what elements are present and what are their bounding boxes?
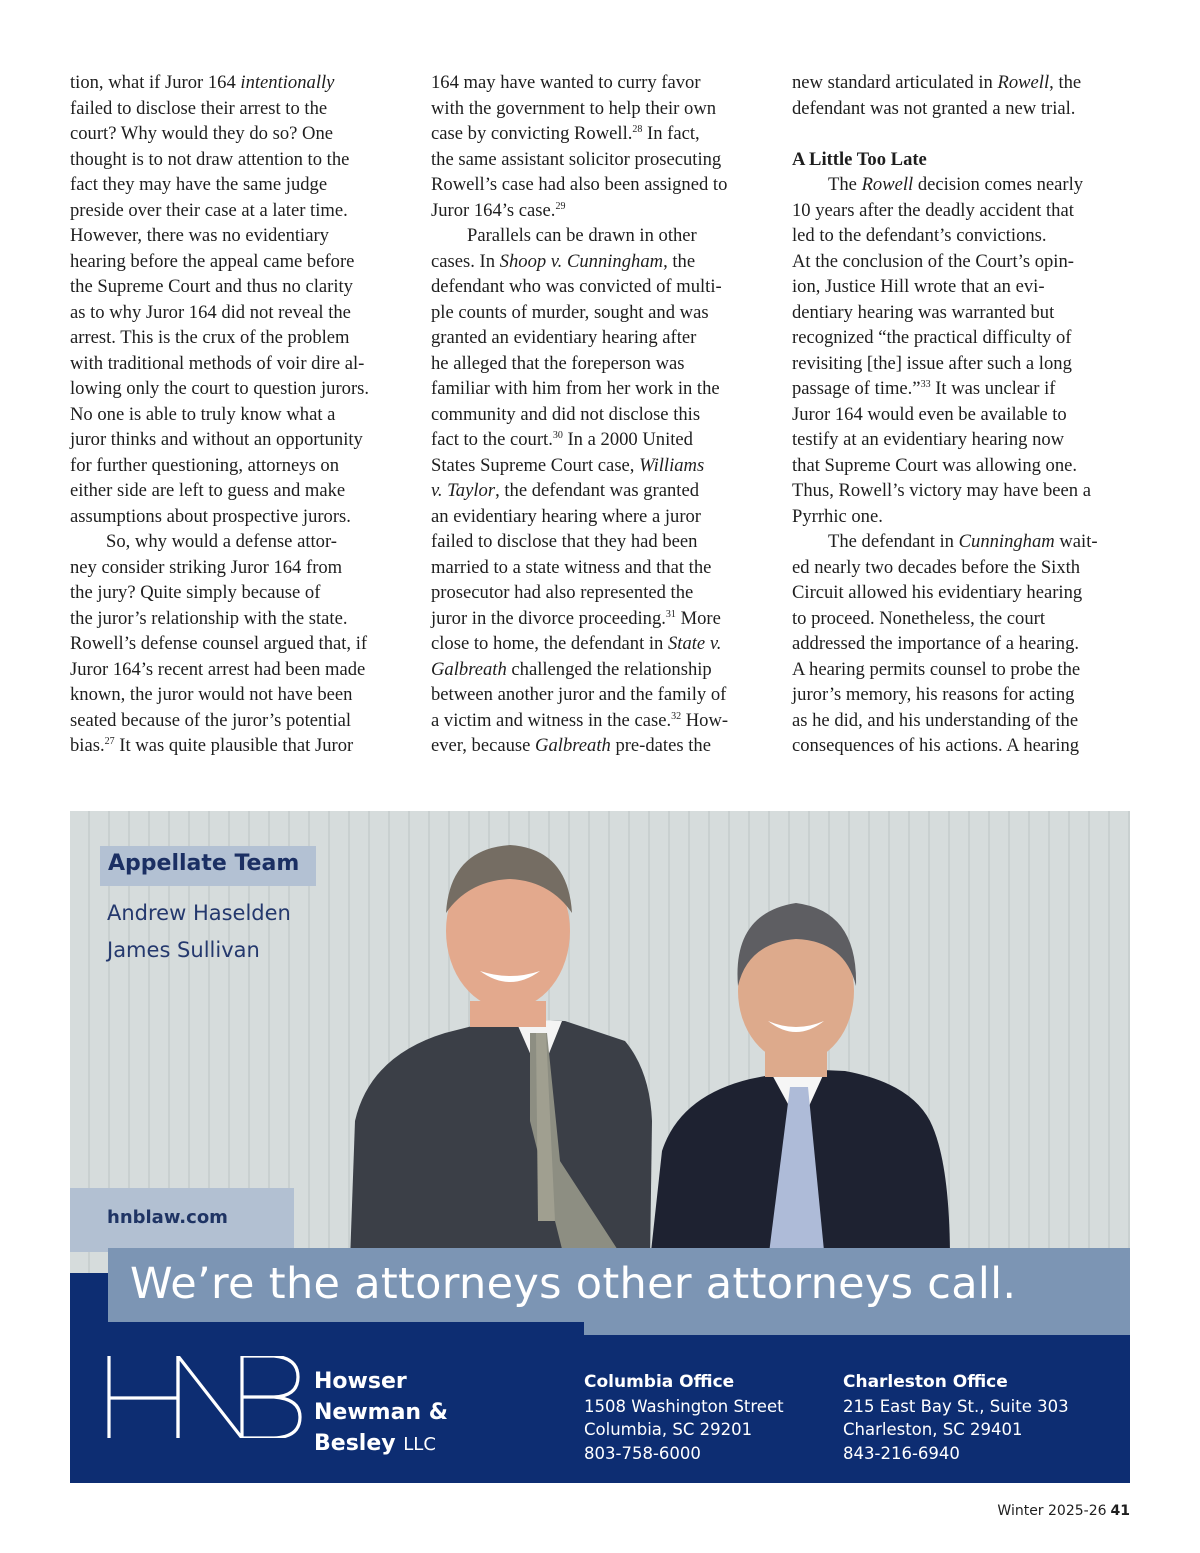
article-line: ple counts of murder, sought and was xyxy=(431,301,709,323)
article-line: Parallels can be drawn in other xyxy=(467,225,697,246)
team-label: Appellate Team xyxy=(108,851,300,876)
article-line: court? Why would they do so? One xyxy=(70,123,334,144)
article-line: for further questioning, attorneys on xyxy=(70,454,340,476)
firm-suffix: LLC xyxy=(403,1434,436,1455)
article-line: The defendant in Cunningham wait- xyxy=(828,531,1098,552)
article-line: failed to disclose their arrest to the xyxy=(70,97,328,119)
footnote-ref: 32 xyxy=(671,710,682,722)
article-line: that Supreme Court was allowing one. xyxy=(792,454,1078,476)
office-street: 215 East Bay St., Suite 303 xyxy=(843,1396,1069,1416)
article-line: the jury? Quite simply because of xyxy=(70,582,321,603)
article-line: tion, what if Juror 164 intentionally xyxy=(70,72,335,93)
firm-name-line-3: Besley xyxy=(314,1431,396,1456)
tagline-bar-step xyxy=(584,1322,1130,1335)
office-city: Columbia, SC 29201 xyxy=(584,1420,753,1439)
firm-name xyxy=(314,1366,448,1460)
office-phone: 803-758-6000 xyxy=(584,1443,701,1463)
article-line: No one is able to truly know what a xyxy=(70,403,336,425)
article-line: Thus, Rowell’s victory may have been a xyxy=(792,480,1091,501)
article-line: 10 years after the deadly accident that xyxy=(792,199,1074,221)
office-city: Charleston, SC 29401 xyxy=(843,1420,1023,1439)
article-line: with the government to help their own xyxy=(431,97,717,119)
attorney-name-2: James Sullivan xyxy=(107,938,260,962)
article-line: Pyrrhic one. xyxy=(792,505,883,527)
article-line: granted an evidentiary hearing after xyxy=(431,327,697,348)
issue-label: Winter 2025-26 xyxy=(997,1503,1107,1519)
article-line: ed nearly two decades before the Sixth xyxy=(792,556,1081,578)
article-line: fact to the court.$^{30}$ In a 2000 United xyxy=(431,429,693,450)
article-line: community and did not disclose this xyxy=(431,403,701,425)
article-line: Juror 164’s case.$^{29}$ xyxy=(431,199,566,221)
article-line: seated because of the juror’s potential xyxy=(70,709,352,731)
article-line: Galbreath challenged the relationship xyxy=(431,658,712,680)
page-number: 41 xyxy=(1110,1503,1130,1519)
article-line: he alleged that the foreperson was xyxy=(431,352,685,374)
article-line: new standard articulated in Rowell, the xyxy=(792,72,1082,93)
hnb-logo xyxy=(106,1356,302,1438)
article-column-3 xyxy=(792,70,1132,759)
article-line: defendant who was convicted of multi- xyxy=(431,276,722,297)
article-line: arrest. This is the crux of the problem xyxy=(70,327,350,348)
article-line: fact they may have the same judge xyxy=(70,174,328,195)
article-line: testify at an evidentiary hearing now xyxy=(792,429,1065,450)
article-line: close to home, the defendant in State v. xyxy=(431,633,722,654)
footnote-ref: 31 xyxy=(665,608,676,620)
article-line: ney consider striking Juror 164 from xyxy=(70,556,343,578)
article-line: either side are left to guess and make xyxy=(70,480,346,501)
article-line: juror’s memory, his reasons for acting xyxy=(792,684,1075,705)
article-line: failed to disclose that they had been xyxy=(431,531,698,552)
article-line: revisiting [the] issue after such a long xyxy=(792,352,1072,374)
article-column-1 xyxy=(70,70,410,759)
article-line: to proceed. Nonetheless, the court xyxy=(792,607,1045,629)
article-line: 164 may have wanted to curry favor xyxy=(431,72,701,93)
article-line: familiar with him from her work in the xyxy=(431,378,720,399)
office-name: Columbia Office xyxy=(584,1372,735,1392)
footnote-ref: 28 xyxy=(632,124,643,135)
article-line: known, the juror would not have been xyxy=(70,684,353,705)
article-line: addressed the importance of a hearing. xyxy=(792,633,1080,654)
section-heading: A Little Too Late xyxy=(792,148,927,170)
article-line: prosecutor had also represented the xyxy=(431,582,694,603)
office-street: 1508 Washington Street xyxy=(584,1396,784,1416)
article-line: lowing only the court to question jurors. xyxy=(70,378,370,399)
article-line: The Rowell decision comes nearly xyxy=(828,174,1084,195)
columbia-office xyxy=(584,1371,784,1465)
article-line: assumptions about prospective jurors. xyxy=(70,505,351,527)
article-line: juror in the divorce proceeding.$^{31}$ More xyxy=(431,607,721,629)
attorney-name-1: Andrew Haselden xyxy=(107,901,291,925)
article-line: as to why Juror 164 did not reveal the xyxy=(70,301,351,323)
footnote-ref: 27 xyxy=(104,736,115,747)
footnote-ref: 33 xyxy=(920,379,931,390)
article-line: an evidentiary hearing where a juror xyxy=(431,505,701,527)
article-line: between another juror and the family of xyxy=(431,684,727,705)
article-line: dentiary hearing was warranted but xyxy=(792,301,1055,323)
article-line: juror thinks and without an opportunity xyxy=(70,429,363,450)
article-line: Juror 164’s recent arrest had been made xyxy=(70,658,366,680)
article-line: recognized “the practical difficulty of xyxy=(792,327,1072,348)
attorneys-photo xyxy=(350,821,1050,1261)
article-line: case by convicting Rowell.$^{28}$ In fact, xyxy=(431,123,700,144)
website-url: hnblaw.com xyxy=(107,1207,228,1228)
firm-name-line-1: Howser xyxy=(314,1369,407,1394)
article-line: Circuit allowed his evidentiary hearing xyxy=(792,582,1083,603)
article-line: bias.$^{27}$ It was quite plausible that Juror xyxy=(70,735,354,756)
tagline: We’re the attorneys other attorneys call. xyxy=(130,1259,1017,1309)
charleston-office xyxy=(843,1371,1069,1465)
article-line: ever, because Galbreath pre-dates the xyxy=(431,735,711,756)
article-line: preside over their case at a later time. xyxy=(70,199,348,221)
article-line: the Supreme Court and thus no clarity xyxy=(70,276,353,297)
article-line: consequences of his actions. A hearing xyxy=(792,735,1080,756)
article-line: with traditional methods of voir dire al- xyxy=(70,352,365,374)
article-column-2 xyxy=(431,70,771,759)
article-line: However, there was no evidentiary xyxy=(70,225,329,246)
office-name: Charleston Office xyxy=(843,1372,1008,1392)
page-footer xyxy=(997,1503,1130,1519)
article-line: A hearing permits counsel to probe the xyxy=(792,658,1081,680)
article-line: married to a state witness and that the xyxy=(431,556,712,578)
article-line: Juror 164 would even be available to xyxy=(792,403,1067,425)
article-line: thought is to not draw attention to the xyxy=(70,148,350,170)
footnote-ref: 30 xyxy=(552,430,563,441)
article-line: a victim and witness in the case.$^{32}$ How- xyxy=(431,709,729,731)
article-line: States Supreme Court case, Williams xyxy=(431,454,705,476)
article-line: So, why would a defense attor- xyxy=(106,531,337,552)
article-line: Rowell’s defense counsel argued that, if xyxy=(70,633,368,654)
article-line: ion, Justice Hill wrote that an evi- xyxy=(792,276,1045,297)
article-line: passage of time.”$^{33}$ It was unclear if xyxy=(792,378,1056,399)
article-line: hearing before the appeal came before xyxy=(70,250,355,272)
article-line: the same assistant solicitor prosecuting xyxy=(431,148,722,170)
article-line: At the conclusion of the Court’s opin- xyxy=(792,250,1074,272)
footnote-ref: 29 xyxy=(555,200,566,212)
office-phone: 843-216-6940 xyxy=(843,1443,960,1463)
article-line: the juror’s relationship with the state. xyxy=(70,607,348,629)
firm-name-line-2: Newman & xyxy=(314,1400,448,1425)
article-line: as he did, and his understanding of the xyxy=(792,709,1079,731)
article-line: v. Taylor, the defendant was granted xyxy=(431,480,699,501)
law-firm-advertisement xyxy=(70,811,1130,1483)
article-line: defendant was not granted a new trial. xyxy=(792,97,1076,119)
article-line: cases. In Shoop v. Cunningham, the xyxy=(431,250,696,272)
article-line: led to the defendant’s convictions. xyxy=(792,225,1047,246)
article-line: Rowell’s case had also been assigned to xyxy=(431,174,728,195)
article-line xyxy=(792,121,1132,147)
